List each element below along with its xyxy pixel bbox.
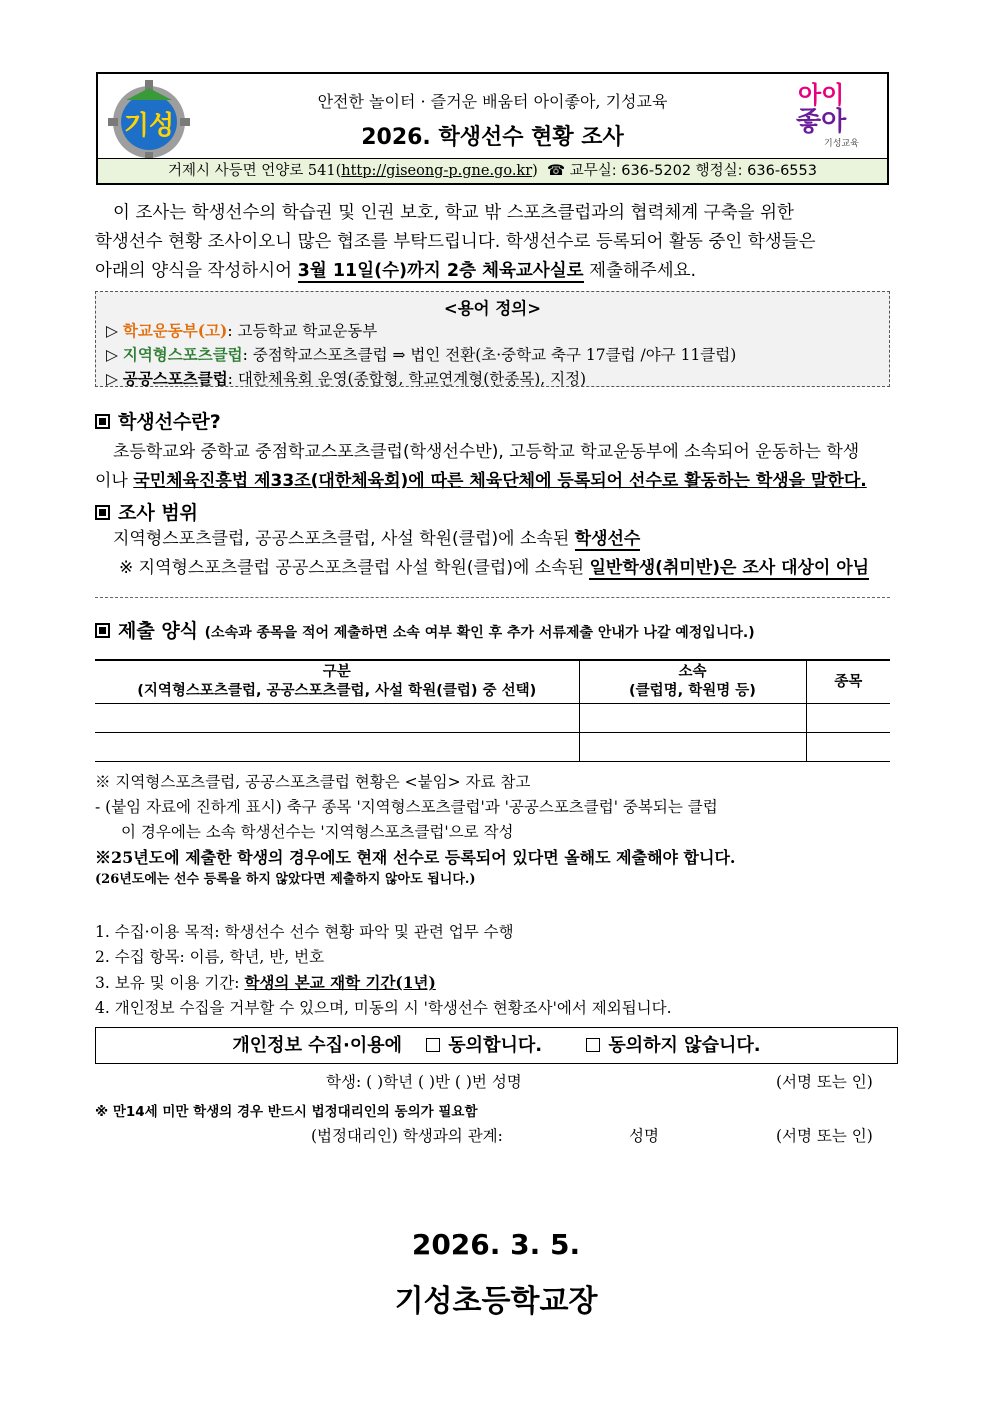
guardian-name-label[interactable]: 성명: [629, 1127, 659, 1145]
student-signature-line[interactable]: 학생: ( )학년 ( )반 ( )번 성명: [326, 1073, 522, 1091]
submission-deadline: 3월 11일(수)까지 2층 체육교사실로: [297, 261, 584, 281]
note-line: - (붙임 자료에 진하게 표시) 축구 종목 '지역형스포츠클럽'과 '공공스포츠클럽' 중복되는 클럽: [95, 798, 718, 816]
category-cell[interactable]: [95, 704, 579, 733]
address-text: 거제시 사등면 언양로 541(: [168, 163, 342, 179]
section-title: 학생선수란?: [118, 411, 221, 433]
privacy-item: [95, 970, 895, 996]
guardian-relation-line[interactable]: (법정대리인) 학생과의 관계:: [311, 1127, 503, 1145]
document-header: [96, 72, 889, 185]
school-principal: 기성초등학교장: [394, 1284, 598, 1319]
term-name: 학교운동부(고): [122, 321, 228, 340]
document-date: 2026. 3. 5.: [411, 1228, 581, 1261]
slogan: 안전한 놀이터 · 즐거운 배움터 아이좋아, 기성교육: [317, 92, 668, 111]
disagree-checkbox[interactable]: [586, 1038, 600, 1052]
privacy-item: 1. 수집·이용 목적: 학생선수 선수 현황 파악 및 관련 업무 수행: [95, 923, 514, 941]
note-emphasis: ※25년도에 제출한 학생의 경우에도 현재 선수로 등록되어 있다면 올해도 제출해야 합니다.: [95, 848, 736, 867]
column-header-sub: (클럽명, 학원명 등): [629, 683, 756, 699]
section1-line2-pre: 이나: [95, 471, 128, 491]
section2-line2-pre: ※ 지역형스포츠클럽 공공스포츠클럽 사설 학원(클럽)에 소속된: [119, 558, 585, 578]
consent-box: [95, 1027, 898, 1064]
terms-heading: <용어 정의>: [443, 299, 542, 318]
student-sign-label: (서명 또는 인): [776, 1073, 873, 1091]
category-cell[interactable]: [95, 733, 579, 762]
note-line: ※ 지역형스포츠클럽, 공공스포츠클럽 현황은 <붙임> 자료 참고: [95, 773, 531, 791]
section1-line2: [95, 467, 895, 496]
sport-cell[interactable]: [806, 704, 890, 733]
section2-excluded: 일반학생(취미반)은 조사 대상이 아님: [589, 558, 870, 578]
intro-line3: [95, 257, 895, 286]
section2-target: 학생선수: [574, 529, 641, 549]
submission-table: [95, 659, 890, 762]
note-line: 이 경우에는 소속 학생선수는 '지역형스포츠클럽'으로 작성: [121, 823, 514, 841]
affiliation-cell[interactable]: [579, 733, 806, 762]
privacy-block: [95, 920, 895, 1021]
document-title: 2026. 학생선수 현황 조사: [361, 125, 624, 150]
logo-line3: 기성교육: [824, 139, 859, 149]
emblem-text: 기성: [123, 111, 175, 141]
section-square-icon: [95, 414, 110, 429]
intro-paragraph: [95, 199, 895, 286]
retention-period: 학생의 본교 재학 기간(1년): [244, 973, 436, 992]
privacy-item: 4. 개인정보 수집을 거부할 수 있으며, 미동의 시 '학생선수 현황조사'에서 제외됩니다.: [95, 999, 672, 1017]
table-row: [95, 733, 890, 762]
column-header-sub: (지역형스포츠클럽, 공공스포츠클럽, 사설 학원(클럽) 중 선택): [137, 683, 537, 699]
section2-line1-pre: 지역형스포츠클럽, 공공스포츠클럽, 사설 학원(클럽)에 소속된: [113, 529, 570, 549]
section1-definition: 국민체육진흥법 제33조(대한체육회)에 따른 체육단체에 등록되어 선수로 활동하는 학생을 말한다.: [133, 471, 867, 491]
section2-line2: [119, 554, 895, 583]
guardian-consent-note: ※ 만14세 미만 학생의 경우 반드시 법정대리인의 동의가 필요함: [95, 1104, 478, 1120]
term-name: 지역형스포츠클럽: [122, 345, 243, 364]
term-desc: : 중점학교스포츠클럽 ⇒ 법인 전환(초·중학교 축구 17클럽 /야구 11클럽): [242, 346, 737, 364]
column-header-label: 구분: [322, 664, 351, 680]
intro-line3-pre: 아래의 양식을 작성하시어: [95, 261, 293, 281]
intro-line3-post: 제출해주세요.: [589, 261, 697, 281]
term-desc: : 대한체육회 운영(종합형, 학교연계형(한종목), 지정): [227, 370, 587, 388]
table-row: [95, 704, 890, 733]
aijoa-logo: [788, 82, 874, 162]
phone-numbers: 교무실: 636-5202 행정실: 636-6553: [569, 163, 817, 179]
consent-label: 개인정보 수집·이용에: [232, 1035, 403, 1056]
section2-line1: [95, 525, 895, 554]
intro-line2: 학생선수 현황 조사이오니 많은 협조를 부탁드립니다. 학생선수로 등록되어 활동 중인 학생들은: [95, 232, 816, 252]
column-header-label: 소속: [678, 664, 707, 680]
section2-body: [95, 525, 895, 583]
sport-cell[interactable]: [806, 733, 890, 762]
term-row: ▷ 지역형스포츠클럽: 중점학교스포츠클럽 ⇒ 법인 전환(초·중학교 축구 17클럽 /야구 11클럽): [106, 345, 737, 364]
guardian-sign-label: (서명 또는 인): [776, 1127, 873, 1145]
section-title: 조사 범위: [118, 502, 199, 524]
section-heading-student-athlete: [95, 407, 221, 434]
disagree-label: 동의하지 않습니다.: [608, 1035, 761, 1056]
intro-line1: 이 조사는 학생선수의 학습권 및 인권 보호, 학교 밖 스포츠클럽과의 협력체계 구축을 위한: [113, 203, 794, 223]
section-heading-form: [95, 616, 755, 643]
logo-line2: 좋아: [796, 107, 847, 137]
section3-note: (소속과 종목을 적어 제출하면 소속 여부 확인 후 추가 서류제출 안내가 나갈 예정입니다.): [204, 625, 755, 641]
privacy-item: 2. 수집 항목: 이름, 학년, 반, 번호: [95, 948, 325, 966]
agree-checkbox[interactable]: [426, 1038, 440, 1052]
terms-definition-box: [95, 291, 890, 387]
column-header-category: [95, 660, 579, 704]
section-square-icon: [95, 623, 110, 638]
school-website-link[interactable]: http://giseong-p.gne.go.kr: [341, 163, 533, 179]
section-heading-scope: [95, 498, 198, 525]
divider: [95, 597, 890, 598]
phone-icon: ☎: [547, 163, 566, 179]
privacy-item-pre: 3. 보유 및 이용 기간:: [95, 974, 240, 992]
section1-body: [95, 438, 895, 496]
address-close: ): [532, 163, 538, 179]
term-desc: : 고등학교 학교운동부: [227, 322, 378, 340]
table-header-row: [95, 660, 890, 704]
agree-label: 동의합니다.: [448, 1035, 543, 1056]
column-header-sport: 종목: [806, 660, 890, 704]
affiliation-cell[interactable]: [579, 704, 806, 733]
column-header-affiliation: [579, 660, 806, 704]
term-name: 공공스포츠클럽: [122, 369, 228, 388]
term-row: ▷ 학교운동부(고): 고등학교 학교운동부: [106, 321, 378, 340]
logo-line1: 아이: [798, 81, 845, 109]
term-row: ▷ 공공스포츠클럽: 대한체육회 운영(종합형, 학교연계형(한종목), 지정): [106, 369, 587, 388]
contact-bar: [98, 158, 887, 183]
note-small: (26년도에는 선수 등록을 하지 않았다면 제출하지 않아도 됩니다.): [95, 872, 476, 887]
notes-block: [95, 770, 895, 890]
section-title: 제출 양식: [118, 620, 199, 642]
section-square-icon: [95, 505, 110, 520]
section1-line1: 초등학교와 중학교 중점학교스포츠클럽(학생선수반), 고등학교 학교운동부에 소속되어 운동하는 학생: [113, 442, 860, 462]
